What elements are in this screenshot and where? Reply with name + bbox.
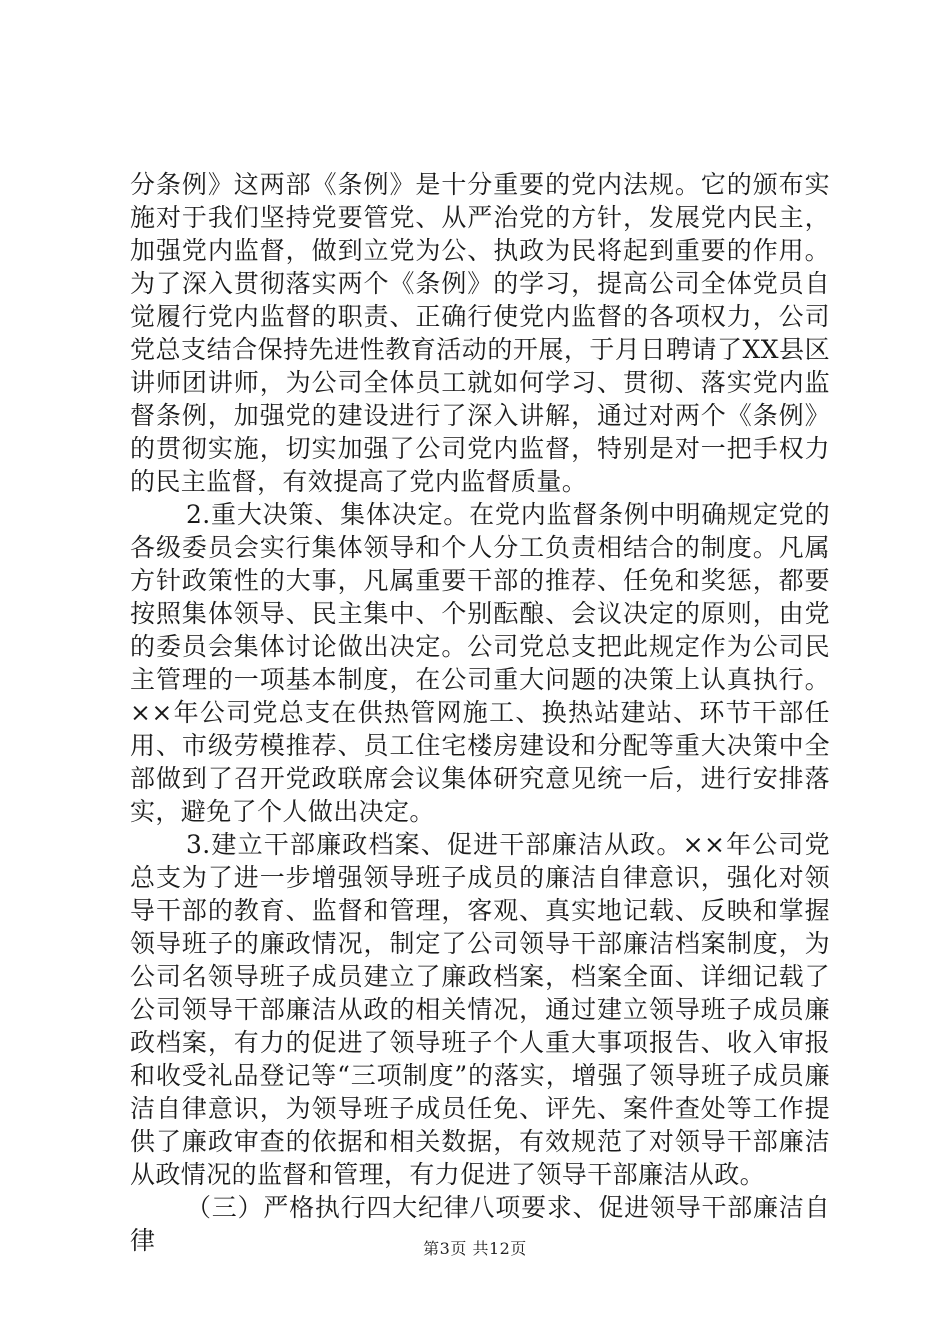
page-footer: 第3页 共12页 xyxy=(423,1239,527,1258)
paragraph-major-decisions: 2.重大决策、集体决定。在党内监督条例中明确规定党的各级委员会实行集体领导和个人分工负责相结合的制度。凡属方针政策性的大事，凡属重要干部的推荐、任免和奖惩，都要按照集体领导、民主集中、个别酝酿、会议决定的原则，由党的委员会集体讨论做出决定。公司党总支把此规定作为公司民主管理的一项基本制度，在公司重大问题的决策上认真执行。××年公司党总支在供热管网施工、换热站建站、环节干部任用、市级劳模推荐、员工住宅楼房建设和分配等重大决策中全部做到了召开党政联席会议集体研究意见统一后，进行安排落实，避免了个人做出决定。 xyxy=(130,500,830,826)
section-heading-discipline: （三）严格执行四大纪律八项要求、促进领导干部廉洁自律 xyxy=(130,1193,830,1255)
document-body xyxy=(130,168,830,1257)
paragraph-integrity-archives: 3.建立干部廉政档案、促进干部廉洁从政。××年公司党总支为了进一步增强领导班子成员的廉洁自律意识，强化对领导干部的教育、监督和管理，客观、真实地记载、反映和掌握领导班子的廉政情况，制定了公司领导干部廉洁档案制度，为公司名领导班子成员建立了廉政档案，档案全面、详细记载了公司领导干部廉洁从政的相关情况，通过建立领导班子成员廉政档案，有力的促进了领导班子个人重大事项报告、收入审报和收受礼品登记等“三项制度”的落实，增强了领导班子成员廉洁自律意识，为领导班子成员任免、评先、案件查处等工作提供了廉政审查的依据和相关数据，有效规范了对领导干部廉洁从政情况的监督和管理，有力促进了领导干部廉洁从政。 xyxy=(130,830,830,1189)
paragraph-continuation: 分条例》这两部《条例》是十分重要的党内法规。它的颁布实施对于我们坚持党要管党、从严治党的方针，发展党内民主，加强党内监督，做到立党为公、执政为民将起到重要的作用。为了深入贯彻落实两个《条例》的学习，提高公司全体党员自觉履行党内监督的职责、正确行使党内监督的各项权力，公司党总支结合保持先进性教育活动的开展，于月日聘请了XX县区讲师团讲师，为公司全体员工就如何学习、贯彻、落实党内监督条例，加强党的建设进行了深入讲解，通过对两个《条例》的贯彻实施，切实加强了公司党内监督，特别是对一把手权力的民主监督，有效提高了党内监督质量。 xyxy=(130,170,830,496)
